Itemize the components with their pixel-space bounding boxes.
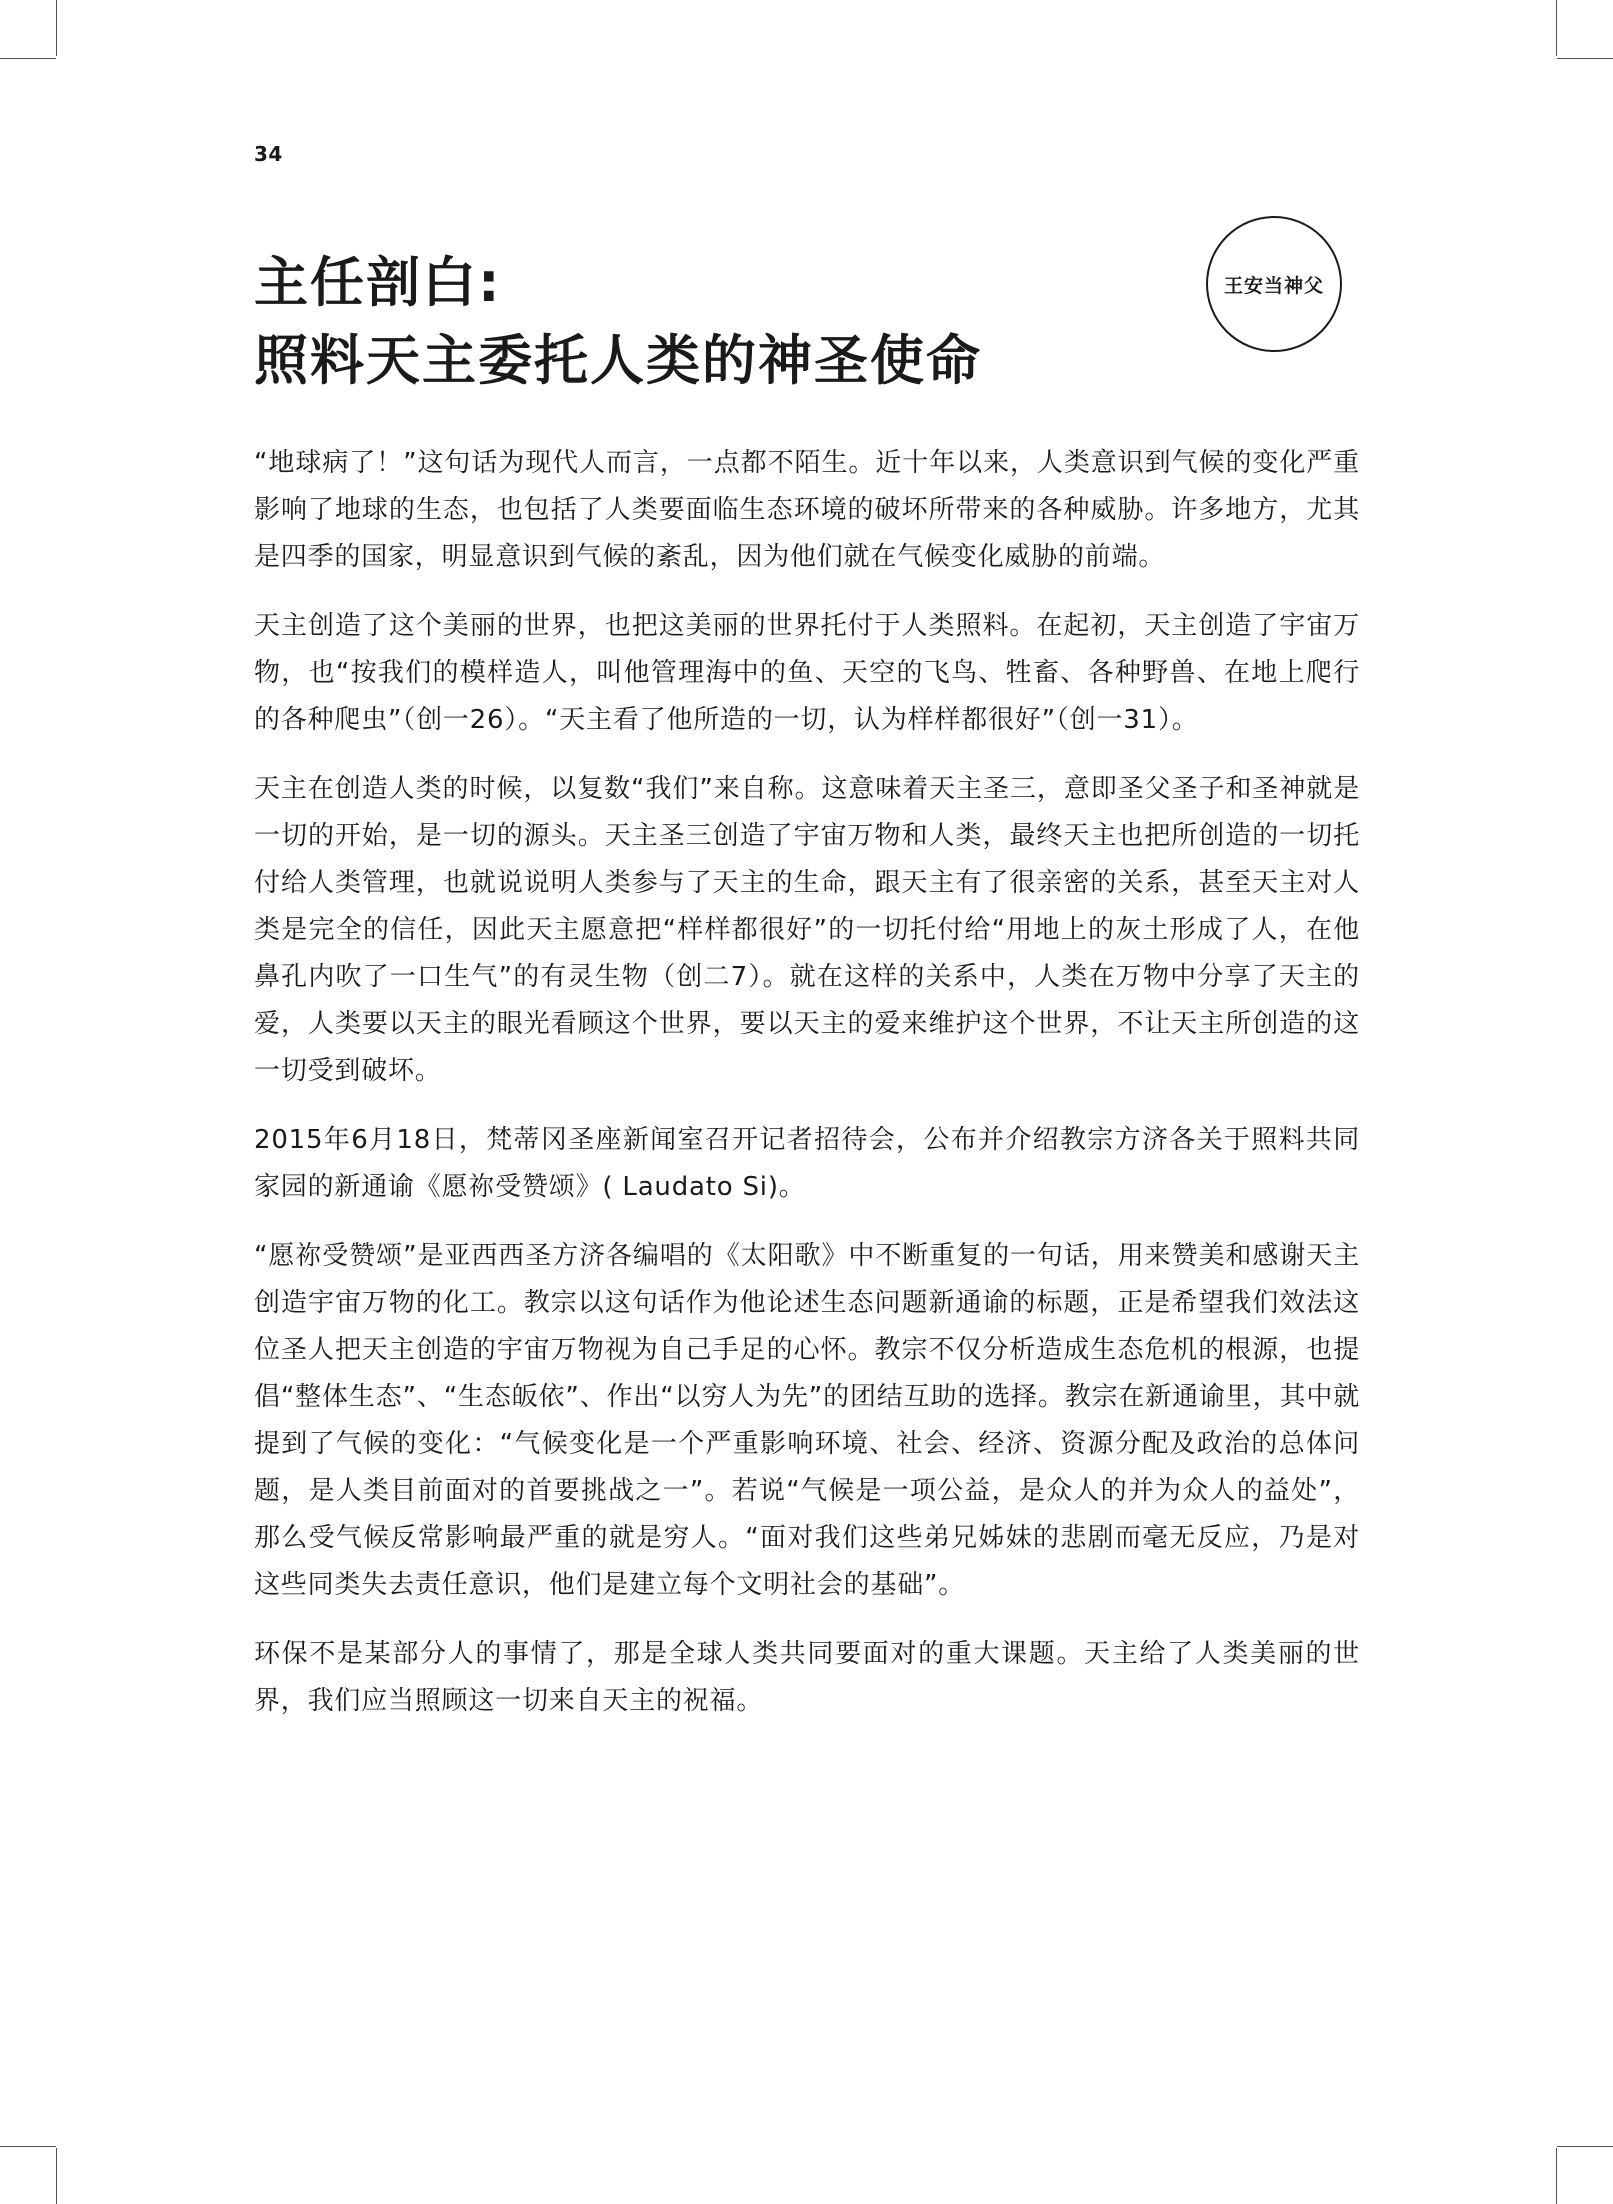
page-title: 主任剖白: bbox=[254, 251, 502, 314]
crop-mark bbox=[1557, 2146, 1613, 2147]
crop-mark bbox=[56, 0, 57, 56]
crop-mark bbox=[1556, 0, 1557, 56]
page-subtitle: 照料天主委托人类的神圣使命 bbox=[254, 329, 982, 392]
article-body bbox=[254, 440, 1360, 1747]
crop-mark bbox=[0, 2146, 56, 2147]
crop-mark bbox=[0, 58, 56, 59]
crop-mark bbox=[56, 2148, 57, 2204]
author-name: 王安当神父 bbox=[1223, 274, 1324, 297]
paragraph: 环保不是某部分人的事情了，那是全球人类共同要面对的重大课题。天主给了人类美丽的世界，我们应当照顾这一切来自天主的祝福。 bbox=[254, 1639, 1360, 1716]
title-block bbox=[254, 244, 1154, 400]
author-badge bbox=[1206, 216, 1342, 352]
paragraph: “地球病了！”这句话为现代人而言，一点都不陌生。近十年以来，人类意识到气候的变化严重影响了地球的生态，也包括了人类要面临生态环境的破坏所带来的各种威胁。许多地方，尤其是四季的国家，明显意识到气候的紊乱，因为他们就在气候变化威胁的前端。 bbox=[254, 448, 1360, 572]
page-number: 34 bbox=[254, 142, 283, 166]
crop-mark bbox=[1556, 2148, 1557, 2204]
paragraph: “愿祢受赞颂”是亚西西圣方济各编唱的《太阳歌》中不断重复的一句话，用来赞美和感谢天主创造宇宙万物的化工。教宗以这句话作为他论述生态问题新通谕的标题，正是希望我们效法这位圣人把天主创造的宇宙万物视为自己手足的心怀。教宗不仅分析造成生态危机的根源，也提倡“整体生态”、“生态皈依”、作出“以穷人为先”的团结互助的选择。教宗在新通谕里，其中就提到了气候的变化：“气候变化是一个严重影响环境、社会、经济、资源分配及政治的总体问题，是人类目前面对的首要挑战之一”。若说“气候是一项公益，是众人的并为众人的益处”，那么受气候反常影响最严重的就是穷人。“面对我们这些弟兄姊妹的悲剧而毫无反应，乃是对这些同类失去责任意识，他们是建立每个文明社会的基础”。 bbox=[254, 1241, 1360, 1600]
paragraph: 天主创造了这个美丽的世界，也把这美丽的世界托付于人类照料。在起初，天主创造了宇宙万物，也“按我们的模样造人，叫他管理海中的鱼、天空的飞鸟、牲畜、各种野兽、在地上爬行的各种爬虫”（创一26）。“天主看了他所造的一切，认为样样都很好”（创一31）。 bbox=[254, 611, 1360, 735]
paragraph: 2015年6月18日，梵蒂冈圣座新闻室召开记者招待会，公布并介绍教宗方济各关于照料共同家园的新通谕《愿祢受赞颂》( Laudato Si)。 bbox=[254, 1125, 1360, 1202]
paragraph: 天主在创造人类的时候，以复数“我们”来自称。这意味着天主圣三，意即圣父圣子和圣神就是一切的开始，是一切的源头。天主圣三创造了宇宙万物和人类，最终天主也把所创造的一切托付给人类管理，也就说说明人类参与了天主的生命，跟天主有了很亲密的关系，甚至天主对人类是完全的信任，因此天主愿意把“样样都很好”的一切托付给“用地上的灰土形成了人，在他鼻孔内吹了一口生气”的有灵生物（创二7）。就在这样的关系中，人类在万物中分享了天主的爱，人类要以天主的眼光看顾这个世界，要以天主的爱来维护这个世界，不让天主所创造的这一切受到破坏。 bbox=[254, 774, 1360, 1086]
crop-mark bbox=[1557, 58, 1613, 59]
